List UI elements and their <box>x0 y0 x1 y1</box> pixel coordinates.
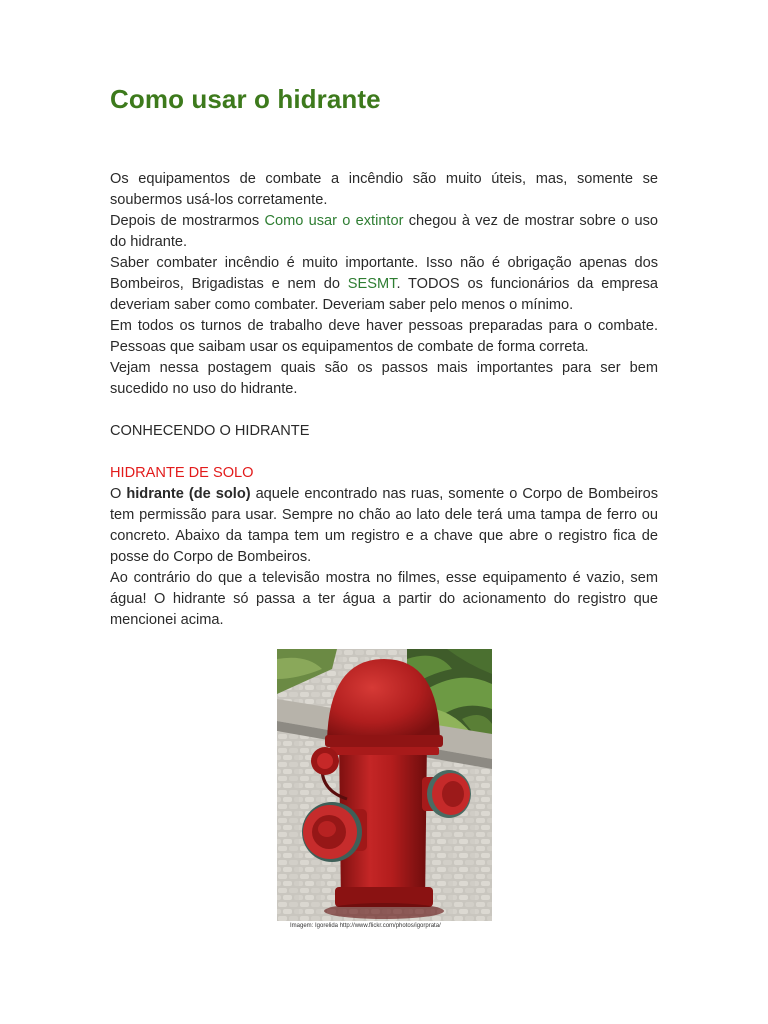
intro-paragraph-4: Em todos os turnos de trabalho deve haver pessoas preparadas para o combate. Pessoas que saibam usar os equipamentos de combate de forma correta. <box>110 318 658 355</box>
article-body <box>110 169 658 631</box>
intro-paragraph-3 <box>110 253 658 316</box>
subsection-heading: HIDRANTE DE SOLO <box>110 465 254 481</box>
page-title: Como usar o hidrante <box>110 84 381 114</box>
intro-paragraph-2 <box>110 211 658 253</box>
subsection-paragraph-2: Ao contrário do que a televisão mostra no filmes, esse equipamento é vazio, sem água! O hidrante só passa a ter água a partir do acionamento do registro que mencionei acima. <box>110 570 658 628</box>
intro-paragraph-5: Vejam nessa postagem quais são os passos mais importantes para ser bem sucedido no uso do hidrante. <box>110 360 658 397</box>
hydrant-illustration <box>277 649 492 921</box>
image-caption: Imagem: Igorelida http://www.flickr.com/photos/igorprata/ <box>290 923 441 929</box>
subsection-paragraph-1 <box>110 484 658 568</box>
intro-paragraph-1: Os equipamentos de combate a incêndio são muito úteis, mas, somente se soubermos usá-los corretamente. <box>110 171 658 208</box>
intro-p2-text-before: Depois de mostrarmos <box>110 213 265 229</box>
extintor-link[interactable]: Como usar o extintor <box>264 213 404 229</box>
sub-p1-text-after: aquele encontrado nas ruas, somente o Corpo de Bombeiros tem permissão para usar. Sempre no chão ao lato dele terá uma tampa de ferro ou concreto. Abaixo da tampa tem um registro e a chave que abre o registro fica de posse do Corpo de Bombeiros. <box>110 486 658 565</box>
intro-p2-text-after: chegou à vez de mostrar sobre o uso do hidrante. <box>110 213 658 250</box>
section-heading: CONHECENDO O HIDRANTE <box>110 423 310 439</box>
hydrant-photo <box>277 649 492 921</box>
sub-p1-bold-term: hidrante (de solo) <box>126 486 251 502</box>
intro-p3-text-after: . TODOS os funcionários da empresa deveriam saber como combater. Deveriam saber pelo menos o mínimo. <box>110 276 659 313</box>
intro-p3-text-before: Saber combater incêndio é muito importante. Isso não é obrigação apenas dos Bombeiros, Brigadistas e nem do <box>110 255 658 292</box>
spacer <box>110 442 658 463</box>
spacer <box>110 400 658 421</box>
sesmt-link[interactable]: SESMT <box>347 276 397 292</box>
sub-p1-text-before: O <box>110 486 127 502</box>
